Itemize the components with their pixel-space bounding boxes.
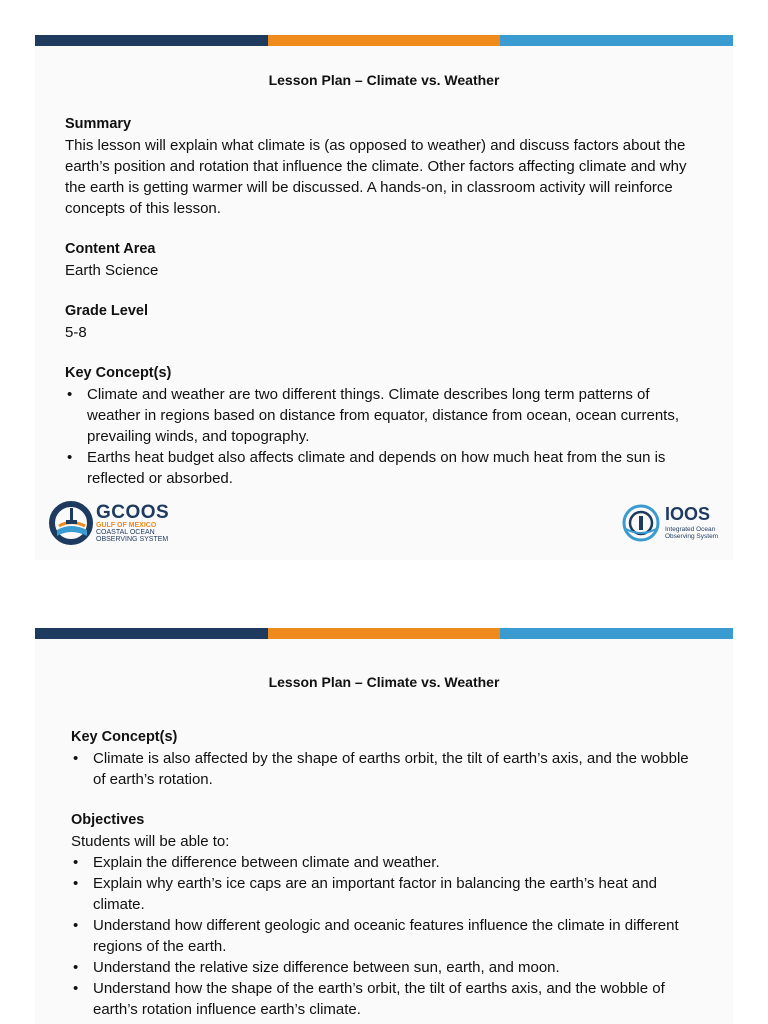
list-item: • Understand the relative size difference between sun, earth, and moon. (71, 957, 701, 978)
page-2-body (71, 727, 701, 1020)
document-page-2 (35, 628, 733, 1024)
ioos-logo-line1: Integrated Ocean (665, 526, 716, 533)
grade-level-value: 5-8 (65, 324, 87, 341)
key-concepts-list (65, 384, 705, 489)
page-title: Lesson Plan – Climate vs. Weather (268, 674, 500, 690)
list-item: • Understand how different geologic and oceanic features influence the climate in different regions of the earth. (71, 915, 701, 957)
ioos-logo-name: IOOS (665, 504, 711, 524)
list-item: • Explain why earth’s ice caps are an important factor in balancing the earth’s heat and climate. (71, 873, 701, 915)
list-item: • Earths heat budget also affects climate and depends on how much heat from the sun is reflected or absorbed. (65, 447, 705, 489)
list-item: • Explain the difference between climate and weather. (71, 852, 701, 873)
gcoos-logo-line3: OBSERVING SYSTEM (96, 536, 169, 543)
list-item: • Climate is also affected by the shape of earths orbit, the tilt of earth’s axis, and the wobble of earth’s rotation. (71, 748, 701, 790)
key-concepts-list (71, 748, 701, 790)
grade-level-heading: Grade Level (65, 303, 149, 319)
gcoos-logo-line1: GULF OF MEXICO (96, 522, 157, 529)
key-concepts-heading: Key Concept(s) (71, 729, 178, 745)
key-concepts-heading: Key Concept(s) (65, 365, 172, 381)
summary-heading: Summary (65, 116, 132, 132)
stripe-navy-segment (35, 35, 268, 46)
gcoos-logo-name: GCOOS (96, 502, 170, 523)
summary-text: This lesson will explain what climate is (as opposed to weather) and discuss factors about the earth’s position and rotation that influence the climate. Other factors affecting climate and why the earth is getting warmer will be discussed. A hands-on, in classroom activity will reinforce concepts of this lesson. (65, 137, 687, 217)
list-item: • Understand how the shape of the earth’s orbit, the tilt of earths axis, and the wobble of earth’s rotation influence earth’s climate. (71, 978, 701, 1020)
gcoos-logo-line2: COASTAL OCEAN (96, 529, 155, 536)
stripe-orange-segment (268, 35, 501, 46)
content-area-heading: Content Area (65, 241, 156, 257)
content-area-value: Earth Science (65, 262, 159, 279)
page-1-body (65, 114, 705, 489)
list-item: • Climate and weather are two different things. Climate describes long term patterns of weather in regions based on distance from equator, distance from ocean, ocean currents, prevailing winds, and topography. (65, 384, 705, 447)
gcoos-logo (49, 500, 179, 546)
header-color-stripe (35, 628, 733, 639)
objectives-intro: Students will be able to: (71, 833, 230, 850)
ioos-logo (621, 502, 721, 544)
stripe-blue-segment (500, 628, 733, 639)
objectives-heading: Objectives (71, 812, 145, 828)
objectives-list (71, 852, 701, 1020)
ioos-emblem-icon (621, 502, 661, 544)
header-color-stripe (35, 35, 733, 46)
stripe-orange-segment (268, 628, 501, 639)
ioos-logo-line2: Observing System (665, 533, 719, 540)
stripe-blue-segment (500, 35, 733, 46)
document-page-1 (35, 35, 733, 560)
page-title: Lesson Plan – Climate vs. Weather (268, 72, 500, 88)
stripe-navy-segment (35, 628, 268, 639)
